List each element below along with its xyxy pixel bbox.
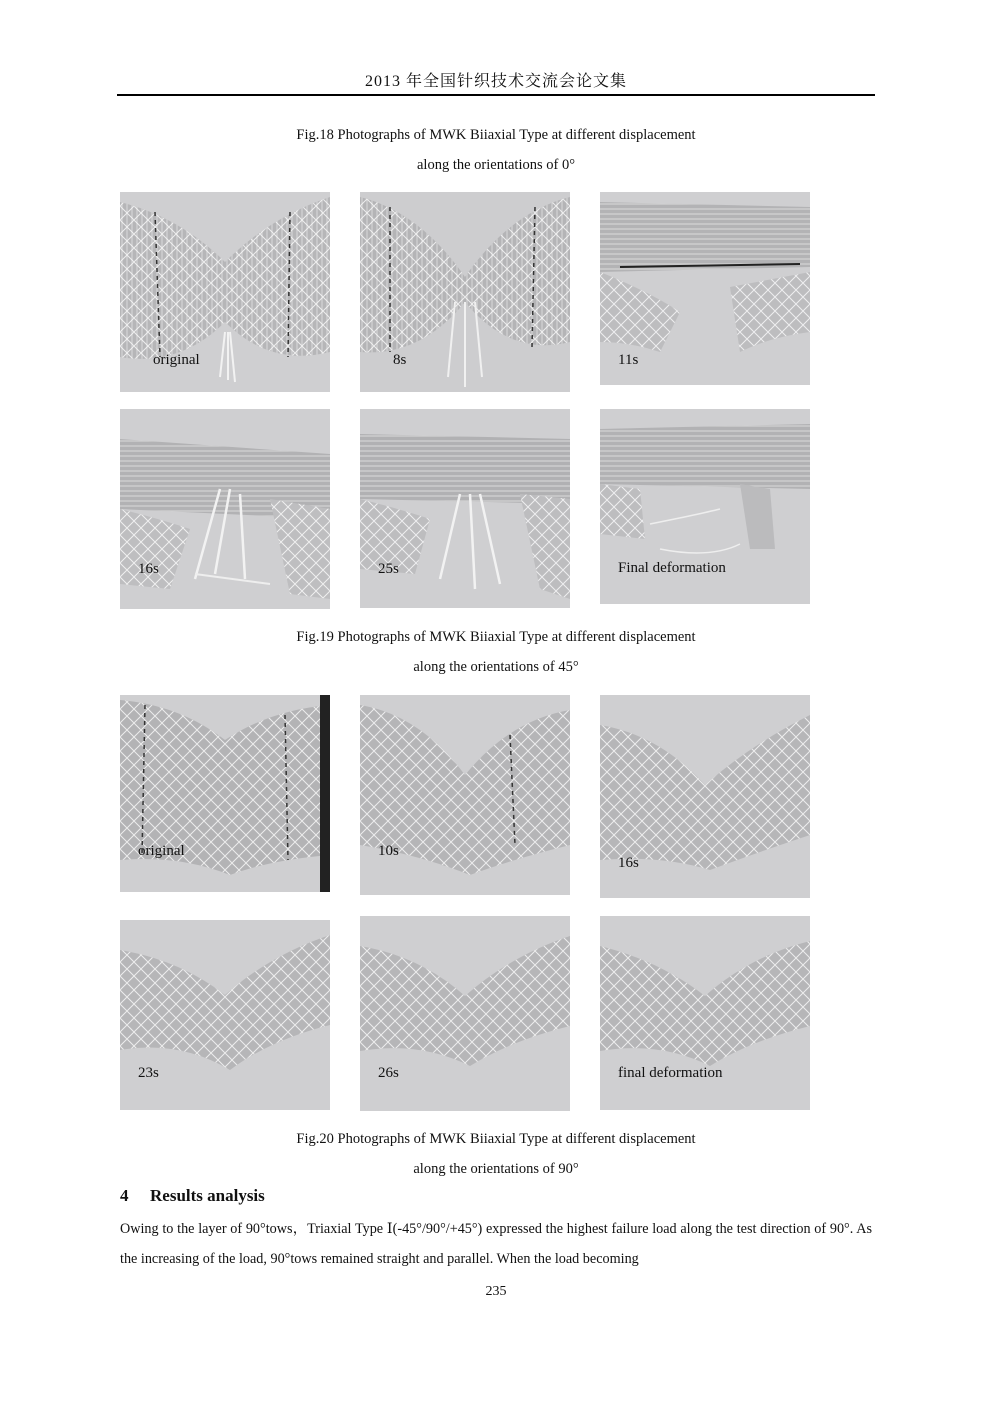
photo-label: 23s	[138, 1065, 159, 1081]
caption-line: along the orientations of 0°	[416, 157, 575, 173]
specimen-photo	[600, 192, 810, 385]
photo-label: 25s	[378, 561, 399, 577]
specimen-photo	[360, 916, 570, 1111]
specimen-photo	[120, 192, 330, 392]
caption-line: Fig.18 Photographs of MWK Biiaxial Type at different displacement	[296, 127, 696, 143]
figure-caption	[117, 622, 875, 682]
specimen-photo	[600, 695, 810, 898]
specimen-photo	[120, 695, 330, 892]
photo-label: Final deformation	[618, 560, 726, 576]
fabric-image	[120, 192, 330, 392]
specimen-photo	[360, 409, 570, 608]
photo-label: original	[153, 352, 200, 368]
photo-label: final deformation	[618, 1065, 723, 1081]
specimen-photo	[600, 409, 810, 604]
fabric-image	[360, 409, 570, 608]
fabric-image	[120, 695, 330, 892]
section-title: Results analysis	[150, 1186, 265, 1205]
specimen-photo	[360, 695, 570, 895]
photo-label: 16s	[138, 561, 159, 577]
caption-line: Fig.19 Photographs of MWK Biiaxial Type at different displacement	[296, 629, 696, 645]
section-number: 4	[120, 1186, 129, 1205]
page-number: 235	[485, 1284, 507, 1299]
caption-line: along the orientations of 45°	[413, 659, 579, 675]
caption-line: along the orientations of 90°	[413, 1161, 579, 1177]
caption-line: Fig.20 Photographs of MWK Biiaxial Type at different displacement	[296, 1131, 696, 1147]
fabric-image	[360, 695, 570, 895]
photo-label: 10s	[378, 843, 399, 859]
photo-label: 8s	[393, 352, 407, 368]
photo-label: 11s	[618, 352, 639, 368]
photo-label: 26s	[378, 1065, 399, 1081]
specimen-photo	[360, 192, 570, 392]
specimen-photo	[600, 916, 810, 1110]
fabric-image	[120, 409, 330, 609]
figure-caption	[117, 1124, 875, 1184]
body-paragraph: Owing to the layer of 90°tows，Triaxial Type Ⅰ(-45°/90°/+45°) expressed the highest failure load along the test direction of 90°. As the increasing of the load, 90°tows remained straight and parallel. When the load becoming	[120, 1221, 872, 1267]
photo-label: 16s	[618, 855, 639, 871]
specimen-photo	[120, 920, 330, 1110]
figure-caption	[117, 120, 875, 180]
photo-label: original	[138, 843, 185, 859]
section-heading	[120, 1186, 265, 1206]
running-header: 2013 年全国针织技术交流会论文集	[364, 73, 627, 90]
specimen-photo	[120, 409, 330, 609]
header-rule	[117, 94, 875, 96]
fabric-image	[360, 192, 570, 392]
